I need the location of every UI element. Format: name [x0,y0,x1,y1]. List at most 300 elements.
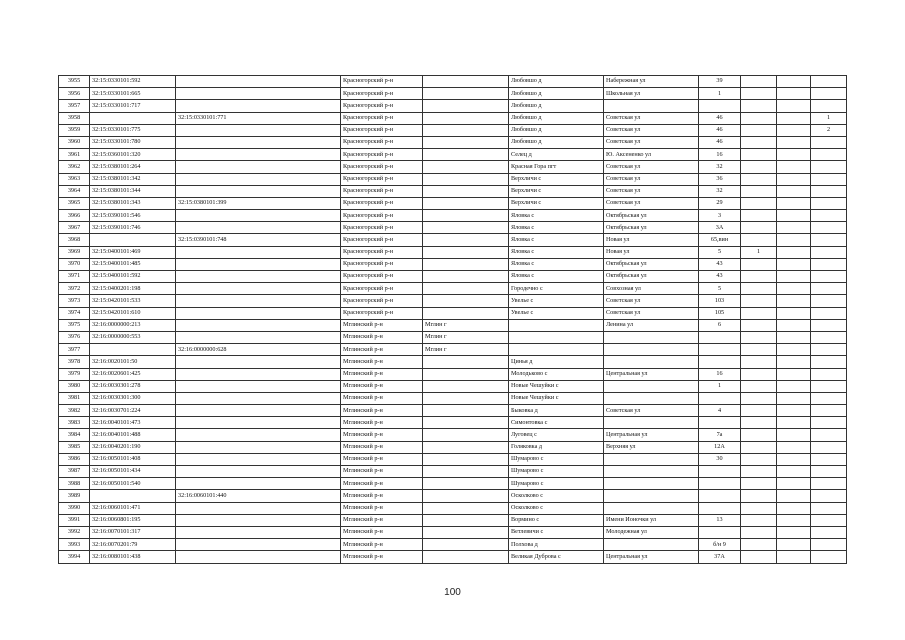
cadastral-number-cell: 32:15:0330101:665 [90,88,176,100]
block-cell [777,100,811,112]
block-cell [777,319,811,331]
cadastral-number-cell: 32:15:0380101:344 [90,185,176,197]
cadastral-number-cell [90,344,176,356]
house-cell: 5 [699,283,741,295]
building-cell [741,76,777,88]
apartment-cell [811,331,847,343]
table-body [59,76,847,564]
city-cell [423,222,509,234]
building-cell [741,173,777,185]
building-cell [741,526,777,538]
building-cell [741,478,777,490]
street-cell: Набережная ул [604,76,699,88]
settlement-cell: Новые Чешуйки с [509,380,604,392]
house-cell [699,478,741,490]
linked-cadastral-number-cell [176,526,341,538]
block-cell [777,429,811,441]
apartment-cell [811,502,847,514]
district-cell: Мглинский р-н [341,429,423,441]
house-cell [699,417,741,429]
block-cell [777,197,811,209]
building-cell [741,405,777,417]
apartment-cell [811,551,847,563]
street-cell: Советская ул [604,112,699,124]
building-cell [741,307,777,319]
block-cell [777,124,811,136]
building-cell [741,441,777,453]
table-row [59,405,847,417]
block-cell [777,380,811,392]
building-cell [741,222,777,234]
block-cell [777,185,811,197]
house-cell: 7а [699,429,741,441]
row-number-cell: 3964 [59,185,90,197]
street-cell: Советская ул [604,307,699,319]
district-cell: Мглинский р-н [341,356,423,368]
linked-cadastral-number-cell [176,76,341,88]
street-cell: Ю. Аксененко ул [604,149,699,161]
linked-cadastral-number-cell [176,161,341,173]
settlement-cell: Селец д [509,149,604,161]
building-cell [741,490,777,502]
table-row [59,429,847,441]
cadastral-number-cell: 32:15:0400101:485 [90,258,176,270]
city-cell [423,356,509,368]
district-cell: Мглинский р-н [341,331,423,343]
city-cell [423,258,509,270]
apartment-cell [811,88,847,100]
row-number-cell: 3974 [59,307,90,319]
linked-cadastral-number-cell [176,258,341,270]
table-row [59,490,847,502]
row-number-cell: 3957 [59,100,90,112]
linked-cadastral-number-cell [176,453,341,465]
settlement-cell: Яловка с [509,210,604,222]
building-cell [741,380,777,392]
table-row [59,210,847,222]
apartment-cell [811,368,847,380]
apartment-cell [811,197,847,209]
linked-cadastral-number-cell [176,380,341,392]
street-cell: Школьная ул [604,88,699,100]
apartment-cell [811,136,847,148]
city-cell [423,271,509,283]
house-cell: 103 [699,295,741,307]
city-cell [423,112,509,124]
block-cell [777,283,811,295]
settlement-cell: Любовшо д [509,100,604,112]
apartment-cell [811,429,847,441]
row-number-cell: 3958 [59,112,90,124]
house-cell: 46 [699,112,741,124]
building-cell [741,136,777,148]
district-cell: Красногорский р-н [341,185,423,197]
house-cell: 5 [699,246,741,258]
table-row [59,356,847,368]
settlement-cell: Яловка с [509,271,604,283]
house-cell: 3 [699,210,741,222]
block-cell [777,551,811,563]
table-row [59,539,847,551]
settlement-cell: Цинья д [509,356,604,368]
linked-cadastral-number-cell [176,271,341,283]
linked-cadastral-number-cell [176,441,341,453]
row-number-cell: 3984 [59,429,90,441]
district-cell: Мглинский р-н [341,539,423,551]
district-cell: Мглинский р-н [341,490,423,502]
row-number-cell: 3971 [59,271,90,283]
apartment-cell [811,490,847,502]
house-cell [699,466,741,478]
linked-cadastral-number-cell: 32:15:0380101:399 [176,197,341,209]
street-cell: Совхозная ул [604,283,699,295]
table-row [59,417,847,429]
cadastral-number-cell: 32:15:0330101:775 [90,124,176,136]
settlement-cell: Шумарово с [509,478,604,490]
table-row [59,173,847,185]
settlement-cell: Быковка д [509,405,604,417]
district-cell: Красногорский р-н [341,258,423,270]
table-row [59,149,847,161]
building-cell [741,344,777,356]
cadastral-number-cell: 32:16:0070201:79 [90,539,176,551]
cadastral-number-cell: 32:16:0060101:471 [90,502,176,514]
cadastral-number-cell: 32:15:0400101:469 [90,246,176,258]
block-cell [777,392,811,404]
cadastral-number-cell: 32:15:0330101:592 [90,76,176,88]
cadastral-number-cell: 32:15:0420101:533 [90,295,176,307]
city-cell [423,136,509,148]
district-cell: Красногорский р-н [341,271,423,283]
city-cell [423,307,509,319]
settlement-cell: Яловка с [509,246,604,258]
cadastral-number-cell: 32:16:0050101:408 [90,453,176,465]
block-cell [777,271,811,283]
city-cell: Мглин г [423,331,509,343]
district-cell: Мглинский р-н [341,453,423,465]
linked-cadastral-number-cell [176,319,341,331]
linked-cadastral-number-cell [176,88,341,100]
block-cell [777,344,811,356]
cadastral-number-cell: 32:15:0400201:198 [90,283,176,295]
street-cell [604,478,699,490]
house-cell: б/н 9 [699,539,741,551]
district-cell: Красногорский р-н [341,76,423,88]
house-cell: 12А [699,441,741,453]
street-cell [604,344,699,356]
table-row [59,392,847,404]
city-cell [423,149,509,161]
street-cell: Центральная ул [604,429,699,441]
settlement-cell: Луговец с [509,429,604,441]
row-number-cell: 3973 [59,295,90,307]
house-cell [699,331,741,343]
linked-cadastral-number-cell [176,124,341,136]
linked-cadastral-number-cell [176,283,341,295]
street-cell: Октябрьская ул [604,210,699,222]
district-cell: Красногорский р-н [341,295,423,307]
street-cell [604,490,699,502]
block-cell [777,502,811,514]
city-cell [423,514,509,526]
house-cell: 105 [699,307,741,319]
apartment-cell [811,526,847,538]
cadastral-number-cell [90,490,176,502]
district-cell: Мглинский р-н [341,466,423,478]
building-cell [741,539,777,551]
district-cell: Мглинский р-н [341,344,423,356]
building-cell [741,417,777,429]
block-cell [777,466,811,478]
row-number-cell: 3968 [59,234,90,246]
building-cell [741,161,777,173]
district-cell: Мглинский р-н [341,514,423,526]
cadastral-number-cell: 32:16:0030301:278 [90,380,176,392]
street-cell: Советская ул [604,124,699,136]
linked-cadastral-number-cell [176,514,341,526]
settlement-cell: Красная Гора пгт [509,161,604,173]
block-cell [777,368,811,380]
city-cell [423,88,509,100]
building-cell [741,283,777,295]
block-cell [777,222,811,234]
apartment-cell [811,210,847,222]
cadastral-number-cell: 32:16:0060801:195 [90,514,176,526]
linked-cadastral-number-cell: 32:16:0060101:440 [176,490,341,502]
settlement-cell [509,331,604,343]
linked-cadastral-number-cell [176,210,341,222]
city-cell [423,161,509,173]
settlement-cell: Ветлевичи с [509,526,604,538]
row-number-cell: 3985 [59,441,90,453]
apartment-cell [811,258,847,270]
house-cell: 3А [699,222,741,234]
street-cell [604,100,699,112]
house-cell [699,392,741,404]
street-cell [604,502,699,514]
city-cell [423,417,509,429]
street-cell: Советская ул [604,161,699,173]
block-cell [777,356,811,368]
city-cell [423,380,509,392]
settlement-cell [509,344,604,356]
house-cell: 43 [699,258,741,270]
cadastral-number-cell: 32:15:0380101:342 [90,173,176,185]
city-cell [423,405,509,417]
block-cell [777,210,811,222]
linked-cadastral-number-cell [176,246,341,258]
cadastral-number-cell: 32:16:0040101:473 [90,417,176,429]
street-cell [604,539,699,551]
street-cell [604,392,699,404]
apartment-cell [811,344,847,356]
linked-cadastral-number-cell [176,100,341,112]
block-cell [777,112,811,124]
building-cell [741,185,777,197]
settlement-cell: Яловка с [509,258,604,270]
cadastral-number-cell: 32:15:0390101:746 [90,222,176,234]
building-cell [741,100,777,112]
table-row [59,222,847,234]
building-cell [741,551,777,563]
linked-cadastral-number-cell [176,405,341,417]
city-cell [423,478,509,490]
street-cell [604,466,699,478]
row-number-cell: 3993 [59,539,90,551]
district-cell: Мглинский р-н [341,526,423,538]
block-cell [777,173,811,185]
table-row [59,466,847,478]
apartment-cell [811,392,847,404]
city-cell [423,246,509,258]
building-cell [741,197,777,209]
table-row [59,197,847,209]
district-cell: Мглинский р-н [341,368,423,380]
building-cell [741,453,777,465]
house-cell [699,356,741,368]
district-cell: Красногорский р-н [341,197,423,209]
apartment-cell [811,356,847,368]
city-cell [423,490,509,502]
cadastral-number-cell: 32:16:0070101:317 [90,526,176,538]
building-cell [741,295,777,307]
apartment-cell [811,539,847,551]
building-cell [741,258,777,270]
street-cell: Октябрьская ул [604,258,699,270]
linked-cadastral-number-cell: 32:16:0000000:628 [176,344,341,356]
house-cell: 6 [699,319,741,331]
district-cell: Красногорский р-н [341,124,423,136]
apartment-cell [811,76,847,88]
settlement-cell: Любовшо д [509,124,604,136]
city-cell: Мглин г [423,319,509,331]
settlement-cell: Любовшо д [509,136,604,148]
apartment-cell [811,380,847,392]
city-cell [423,234,509,246]
district-cell: Мглинский р-н [341,551,423,563]
street-cell: Советская ул [604,295,699,307]
linked-cadastral-number-cell [176,356,341,368]
cadastral-number-cell: 32:16:0000000:213 [90,319,176,331]
street-cell: Молодежная ул [604,526,699,538]
table-row [59,331,847,343]
settlement-cell: Яловка с [509,234,604,246]
settlement-cell: Симонтовка с [509,417,604,429]
house-cell: 46 [699,136,741,148]
city-cell [423,173,509,185]
settlement-cell [509,319,604,331]
building-cell [741,210,777,222]
row-number-cell: 3990 [59,502,90,514]
block-cell [777,441,811,453]
district-cell: Красногорский р-н [341,210,423,222]
building-cell [741,429,777,441]
table-row [59,380,847,392]
settlement-cell: Шумарово с [509,453,604,465]
row-number-cell: 3994 [59,551,90,563]
block-cell [777,149,811,161]
table-row [59,161,847,173]
linked-cadastral-number-cell [176,417,341,429]
settlement-cell: Яловка с [509,222,604,234]
city-cell [423,441,509,453]
row-number-cell: 3991 [59,514,90,526]
cadastral-number-cell: 32:15:0420101:610 [90,307,176,319]
block-cell [777,331,811,343]
table-row [59,258,847,270]
row-number-cell: 3966 [59,210,90,222]
building-cell [741,466,777,478]
apartment-cell [811,441,847,453]
row-number-cell: 3972 [59,283,90,295]
cadastral-number-cell [90,112,176,124]
city-cell [423,429,509,441]
linked-cadastral-number-cell [176,185,341,197]
row-number-cell: 3989 [59,490,90,502]
apartment-cell [811,514,847,526]
block-cell [777,161,811,173]
building-cell [741,502,777,514]
building-cell [741,368,777,380]
linked-cadastral-number-cell [176,173,341,185]
cadastral-number-cell: 32:16:0040201:190 [90,441,176,453]
settlement-cell: Увелье с [509,295,604,307]
city-cell [423,76,509,88]
house-cell: 32 [699,161,741,173]
settlement-cell: Осколково с [509,502,604,514]
city-cell [423,368,509,380]
linked-cadastral-number-cell [176,149,341,161]
linked-cadastral-number-cell [176,331,341,343]
row-number-cell: 3987 [59,466,90,478]
house-cell [699,100,741,112]
row-number-cell: 3982 [59,405,90,417]
cadastral-number-cell: 32:16:0000000:553 [90,331,176,343]
city-cell [423,551,509,563]
apartment-cell [811,417,847,429]
table-row [59,136,847,148]
building-cell [741,149,777,161]
building-cell [741,88,777,100]
street-cell: Центральная ул [604,368,699,380]
district-cell: Красногорский р-н [341,161,423,173]
block-cell [777,526,811,538]
building-cell [741,234,777,246]
block-cell [777,258,811,270]
linked-cadastral-number-cell: 32:15:0330101:771 [176,112,341,124]
house-cell [699,344,741,356]
city-cell [423,100,509,112]
street-cell [604,331,699,343]
house-cell: 32 [699,185,741,197]
row-number-cell: 3969 [59,246,90,258]
page-number: 100 [444,587,461,598]
table-row [59,478,847,490]
row-number-cell: 3979 [59,368,90,380]
apartment-cell [811,478,847,490]
block-cell [777,453,811,465]
row-number-cell: 3988 [59,478,90,490]
linked-cadastral-number-cell [176,368,341,380]
apartment-cell [811,271,847,283]
house-cell: 13 [699,514,741,526]
linked-cadastral-number-cell [176,136,341,148]
street-cell: Центральная ул [604,551,699,563]
settlement-cell: Шумарово с [509,466,604,478]
cadastral-number-cell: 32:15:0380101:264 [90,161,176,173]
table-row [59,246,847,258]
building-cell [741,514,777,526]
